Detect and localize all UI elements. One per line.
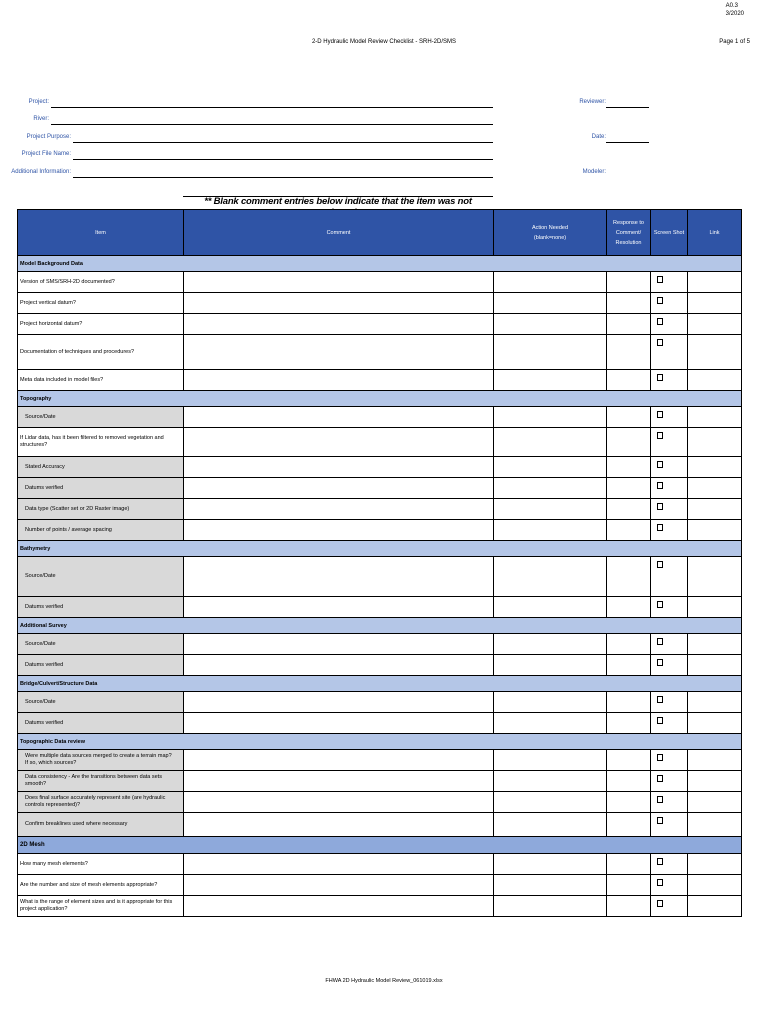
table-row: [18, 692, 742, 713]
file-label: Project File Name:: [21, 151, 71, 157]
response-cell[interactable]: [607, 792, 651, 813]
screenshot-cell: [651, 293, 688, 314]
screenshot-cell: [651, 771, 688, 792]
item-label: Project horizontal datum?: [18, 314, 184, 335]
item-label: Source/Date: [18, 557, 184, 597]
response-cell[interactable]: [607, 692, 651, 713]
response-cell[interactable]: [607, 813, 651, 837]
item-label: Confirm breaklines used where necessary: [18, 813, 184, 837]
table-row: [18, 634, 742, 655]
item-label: Does final surface accurately represent site (are hydraulic controls represented)?: [18, 792, 184, 813]
link-cell[interactable]: [688, 713, 742, 734]
comment-cell[interactable]: [184, 713, 494, 734]
response-cell[interactable]: [607, 750, 651, 771]
link-cell[interactable]: [688, 655, 742, 676]
comment-cell[interactable]: [184, 272, 494, 293]
comment-cell[interactable]: [184, 335, 494, 370]
response-cell[interactable]: [607, 272, 651, 293]
screenshot-cell: [651, 407, 688, 428]
action-cell[interactable]: [494, 875, 607, 896]
review-checklist-table: [17, 209, 742, 917]
table-row: [18, 713, 742, 734]
header-response-line2: Comment/: [615, 229, 642, 236]
screenshot-cell: [651, 428, 688, 457]
screenshot-checkbox[interactable]: [657, 297, 663, 304]
section-row: [18, 256, 742, 272]
link-cell[interactable]: [688, 293, 742, 314]
screenshot-checkbox[interactable]: [657, 775, 663, 782]
screenshot-checkbox[interactable]: [657, 432, 663, 439]
river-label: River:: [33, 116, 49, 122]
screenshot-cell: [651, 692, 688, 713]
table-row: [18, 875, 742, 896]
item-label: Stated Accuracy: [18, 457, 184, 478]
comment-cell[interactable]: [184, 750, 494, 771]
section-label: Additional Survey: [18, 618, 742, 634]
reviewer-field[interactable]: [606, 107, 649, 108]
screenshot-checkbox[interactable]: [657, 817, 663, 824]
action-cell[interactable]: [494, 597, 607, 618]
action-cell[interactable]: [494, 478, 607, 499]
screenshot-cell: [651, 896, 688, 917]
link-cell[interactable]: [688, 557, 742, 597]
item-label: Source/Date: [18, 634, 184, 655]
link-cell[interactable]: [688, 813, 742, 837]
reviewer-label: Reviewer:: [579, 99, 606, 105]
table-row: [18, 520, 742, 541]
link-cell[interactable]: [688, 634, 742, 655]
header-response: [607, 210, 651, 256]
item-label: Source/Date: [18, 407, 184, 428]
comment-cell[interactable]: [184, 655, 494, 676]
table-row: [18, 896, 742, 917]
comment-cell[interactable]: [184, 854, 494, 875]
link-cell[interactable]: [688, 370, 742, 391]
screenshot-cell: [651, 750, 688, 771]
link-cell[interactable]: [688, 457, 742, 478]
comment-cell[interactable]: [184, 634, 494, 655]
response-cell[interactable]: [607, 407, 651, 428]
response-cell[interactable]: [607, 457, 651, 478]
screenshot-checkbox[interactable]: [657, 717, 663, 724]
link-cell[interactable]: [688, 407, 742, 428]
section-label: Bathymetry: [18, 541, 742, 557]
link-cell[interactable]: [688, 335, 742, 370]
screenshot-cell: [651, 335, 688, 370]
purpose-field[interactable]: [73, 142, 493, 143]
comment-cell[interactable]: [184, 499, 494, 520]
screenshot-checkbox[interactable]: [657, 524, 663, 531]
action-cell[interactable]: [494, 813, 607, 837]
table-row: [18, 370, 742, 391]
header-screenshot: Screen Shot: [651, 210, 688, 256]
section-row: [18, 391, 742, 407]
screenshot-cell: [651, 597, 688, 618]
screenshot-cell: [651, 634, 688, 655]
project-field[interactable]: [51, 107, 493, 108]
action-cell[interactable]: [494, 854, 607, 875]
table-row: [18, 457, 742, 478]
action-cell[interactable]: [494, 499, 607, 520]
additional-label: Additional Information:: [11, 169, 71, 175]
response-cell[interactable]: [607, 875, 651, 896]
action-cell[interactable]: [494, 407, 607, 428]
link-cell[interactable]: [688, 771, 742, 792]
response-cell[interactable]: [607, 597, 651, 618]
table-row: [18, 750, 742, 771]
link-cell[interactable]: [688, 499, 742, 520]
table-row: [18, 771, 742, 792]
response-cell[interactable]: [607, 478, 651, 499]
screenshot-checkbox[interactable]: [657, 318, 663, 325]
comment-cell[interactable]: [184, 597, 494, 618]
response-cell[interactable]: [607, 293, 651, 314]
screenshot-checkbox[interactable]: [657, 638, 663, 645]
comment-cell[interactable]: [184, 478, 494, 499]
comment-cell[interactable]: [184, 771, 494, 792]
header-comment: Comment: [184, 210, 494, 256]
response-cell[interactable]: [607, 520, 651, 541]
response-cell[interactable]: [607, 557, 651, 597]
comment-cell[interactable]: [184, 428, 494, 457]
table-row: [18, 854, 742, 875]
comment-cell[interactable]: [184, 813, 494, 837]
action-cell[interactable]: [494, 771, 607, 792]
link-cell[interactable]: [688, 896, 742, 917]
screenshot-checkbox[interactable]: [657, 276, 663, 283]
additional-field[interactable]: [73, 177, 493, 178]
item-label: Datums verified: [18, 655, 184, 676]
comment-cell[interactable]: [184, 875, 494, 896]
item-label: Were multiple data sources merged to create a terrain map? If so, which sources?: [18, 750, 184, 771]
table-row: [18, 597, 742, 618]
section-label: Model Background Data: [18, 256, 742, 272]
table-row: [18, 792, 742, 813]
header-response-line3: Resolution: [615, 239, 642, 246]
screenshot-cell: [651, 272, 688, 293]
comment-cell[interactable]: [184, 692, 494, 713]
link-cell[interactable]: [688, 272, 742, 293]
header-action: [494, 210, 607, 256]
doc-title: 2-D Hydraulic Model Review Checklist - SRH-2D/SMS: [311, 39, 457, 45]
item-label: If Lidar data, has it been filtered to removed vegetation and structures?: [18, 428, 184, 457]
section-row: [18, 541, 742, 557]
response-cell[interactable]: [607, 314, 651, 335]
header-action-line2: (blank=none): [533, 234, 567, 241]
action-cell[interactable]: [494, 428, 607, 457]
screenshot-checkbox[interactable]: [657, 339, 663, 346]
screenshot-cell: [651, 792, 688, 813]
link-cell[interactable]: [688, 314, 742, 335]
section-row: [18, 837, 742, 854]
item-label: Number of points / average spacing: [18, 520, 184, 541]
table-row: [18, 293, 742, 314]
response-cell[interactable]: [607, 713, 651, 734]
comment-cell[interactable]: [184, 293, 494, 314]
comment-cell[interactable]: [184, 407, 494, 428]
action-cell[interactable]: [494, 655, 607, 676]
screenshot-cell: [651, 854, 688, 875]
header-link: Link: [688, 210, 742, 256]
action-cell[interactable]: [494, 692, 607, 713]
table-row: [18, 272, 742, 293]
item-label: Source/Date: [18, 692, 184, 713]
header-response-line1: Response to: [613, 219, 644, 226]
doc-version-block: [726, 2, 744, 18]
link-cell[interactable]: [688, 520, 742, 541]
screenshot-checkbox[interactable]: [657, 659, 663, 666]
screenshot-cell: [651, 713, 688, 734]
item-label: Data type (Scatter set or 2D Raster image): [18, 499, 184, 520]
comment-cell[interactable]: [184, 370, 494, 391]
link-cell[interactable]: [688, 428, 742, 457]
item-label: Are the number and size of mesh elements appropriate?: [18, 875, 184, 896]
purpose-label: Project Purpose:: [26, 134, 71, 140]
screenshot-cell: [651, 499, 688, 520]
screenshot-cell: [651, 370, 688, 391]
screenshot-cell: [651, 557, 688, 597]
table-row: [18, 499, 742, 520]
link-cell[interactable]: [688, 792, 742, 813]
section-row: [18, 676, 742, 692]
item-label: Version of SMS/SRH-2D documented?: [18, 272, 184, 293]
item-label: Datums verified: [18, 597, 184, 618]
item-label: Datums verified: [18, 478, 184, 499]
action-cell[interactable]: [494, 634, 607, 655]
action-cell[interactable]: [494, 713, 607, 734]
response-cell[interactable]: [607, 335, 651, 370]
section-label: 2D Mesh: [18, 837, 742, 854]
comment-cell[interactable]: [184, 792, 494, 813]
link-cell[interactable]: [688, 597, 742, 618]
item-label: Project vertical datum?: [18, 293, 184, 314]
screenshot-cell: [651, 655, 688, 676]
screenshot-checkbox[interactable]: [657, 503, 663, 510]
action-cell[interactable]: [494, 314, 607, 335]
response-cell[interactable]: [607, 655, 651, 676]
link-cell[interactable]: [688, 692, 742, 713]
table-row: [18, 557, 742, 597]
screenshot-cell: [651, 875, 688, 896]
screenshot-cell: [651, 478, 688, 499]
screenshot-cell: [651, 314, 688, 335]
action-cell[interactable]: [494, 370, 607, 391]
action-cell[interactable]: [494, 335, 607, 370]
action-cell[interactable]: [494, 750, 607, 771]
action-cell[interactable]: [494, 792, 607, 813]
project-label: Project:: [28, 99, 49, 105]
table-row: [18, 428, 742, 457]
screenshot-checkbox[interactable]: [657, 561, 663, 568]
page-number: Page 1 of 5: [719, 39, 750, 45]
action-cell[interactable]: [494, 293, 607, 314]
response-cell[interactable]: [607, 370, 651, 391]
item-label: Data consistency - Are the transitions between data sets smooth?: [18, 771, 184, 792]
modeler-label: Modeler:: [582, 169, 606, 175]
table-row: [18, 314, 742, 335]
screenshot-checkbox[interactable]: [657, 900, 663, 907]
comment-cell[interactable]: [184, 520, 494, 541]
screenshot-checkbox[interactable]: [657, 411, 663, 418]
screenshot-cell: [651, 457, 688, 478]
item-label: What is the range of element sizes and is it appropriate for this project application?: [18, 896, 184, 917]
item-label: Documentation of techniques and procedures?: [18, 335, 184, 370]
header-item: Item: [18, 210, 184, 256]
date-field[interactable]: [606, 142, 649, 143]
response-cell[interactable]: [607, 499, 651, 520]
action-cell[interactable]: [494, 520, 607, 541]
screenshot-checkbox[interactable]: [657, 601, 663, 608]
link-cell[interactable]: [688, 478, 742, 499]
comment-cell[interactable]: [184, 896, 494, 917]
table-row: [18, 655, 742, 676]
review-notice: ** Blank comment entries below indicate that the item was not: [204, 196, 472, 207]
action-cell[interactable]: [494, 896, 607, 917]
response-cell[interactable]: [607, 854, 651, 875]
header-action-line1: Action Needed: [531, 224, 569, 231]
table-row: [18, 813, 742, 837]
action-cell[interactable]: [494, 272, 607, 293]
response-cell[interactable]: [607, 634, 651, 655]
screenshot-checkbox[interactable]: [657, 796, 663, 803]
screenshot-cell: [651, 813, 688, 837]
comment-cell[interactable]: [184, 314, 494, 335]
section-row: [18, 734, 742, 750]
table-row: [18, 407, 742, 428]
doc-date: 3/2020: [725, 11, 744, 17]
comment-cell[interactable]: [184, 557, 494, 597]
screenshot-checkbox[interactable]: [657, 754, 663, 761]
action-cell[interactable]: [494, 457, 607, 478]
link-cell[interactable]: [688, 750, 742, 771]
item-label: Meta data included in model files?: [18, 370, 184, 391]
link-cell[interactable]: [688, 854, 742, 875]
screenshot-checkbox[interactable]: [657, 482, 663, 489]
doc-version: A0.3: [725, 3, 738, 9]
comment-cell[interactable]: [184, 457, 494, 478]
item-label: How many mesh elements?: [18, 854, 184, 875]
section-label: Topography: [18, 391, 742, 407]
table-header-row: [18, 210, 742, 256]
screenshot-checkbox[interactable]: [657, 461, 663, 468]
response-cell[interactable]: [607, 771, 651, 792]
section-row: [18, 618, 742, 634]
section-label: Bridge/Culvert/Structure Data: [18, 676, 742, 692]
screenshot-checkbox[interactable]: [657, 879, 663, 886]
section-label: Topographic Data review: [18, 734, 742, 750]
response-cell[interactable]: [607, 428, 651, 457]
screenshot-checkbox[interactable]: [657, 858, 663, 865]
table-row: [18, 335, 742, 370]
table-row: [18, 478, 742, 499]
response-cell[interactable]: [607, 896, 651, 917]
screenshot-cell: [651, 520, 688, 541]
doc-footer: FHWA 2D Hydraulic Model Review_061019.xlsx: [325, 978, 443, 984]
river-field[interactable]: [51, 124, 493, 125]
screenshot-checkbox[interactable]: [657, 696, 663, 703]
item-label: Datums verified: [18, 713, 184, 734]
file-field[interactable]: [73, 159, 493, 160]
date-label: Date:: [591, 134, 606, 140]
action-cell[interactable]: [494, 557, 607, 597]
link-cell[interactable]: [688, 875, 742, 896]
screenshot-checkbox[interactable]: [657, 374, 663, 381]
